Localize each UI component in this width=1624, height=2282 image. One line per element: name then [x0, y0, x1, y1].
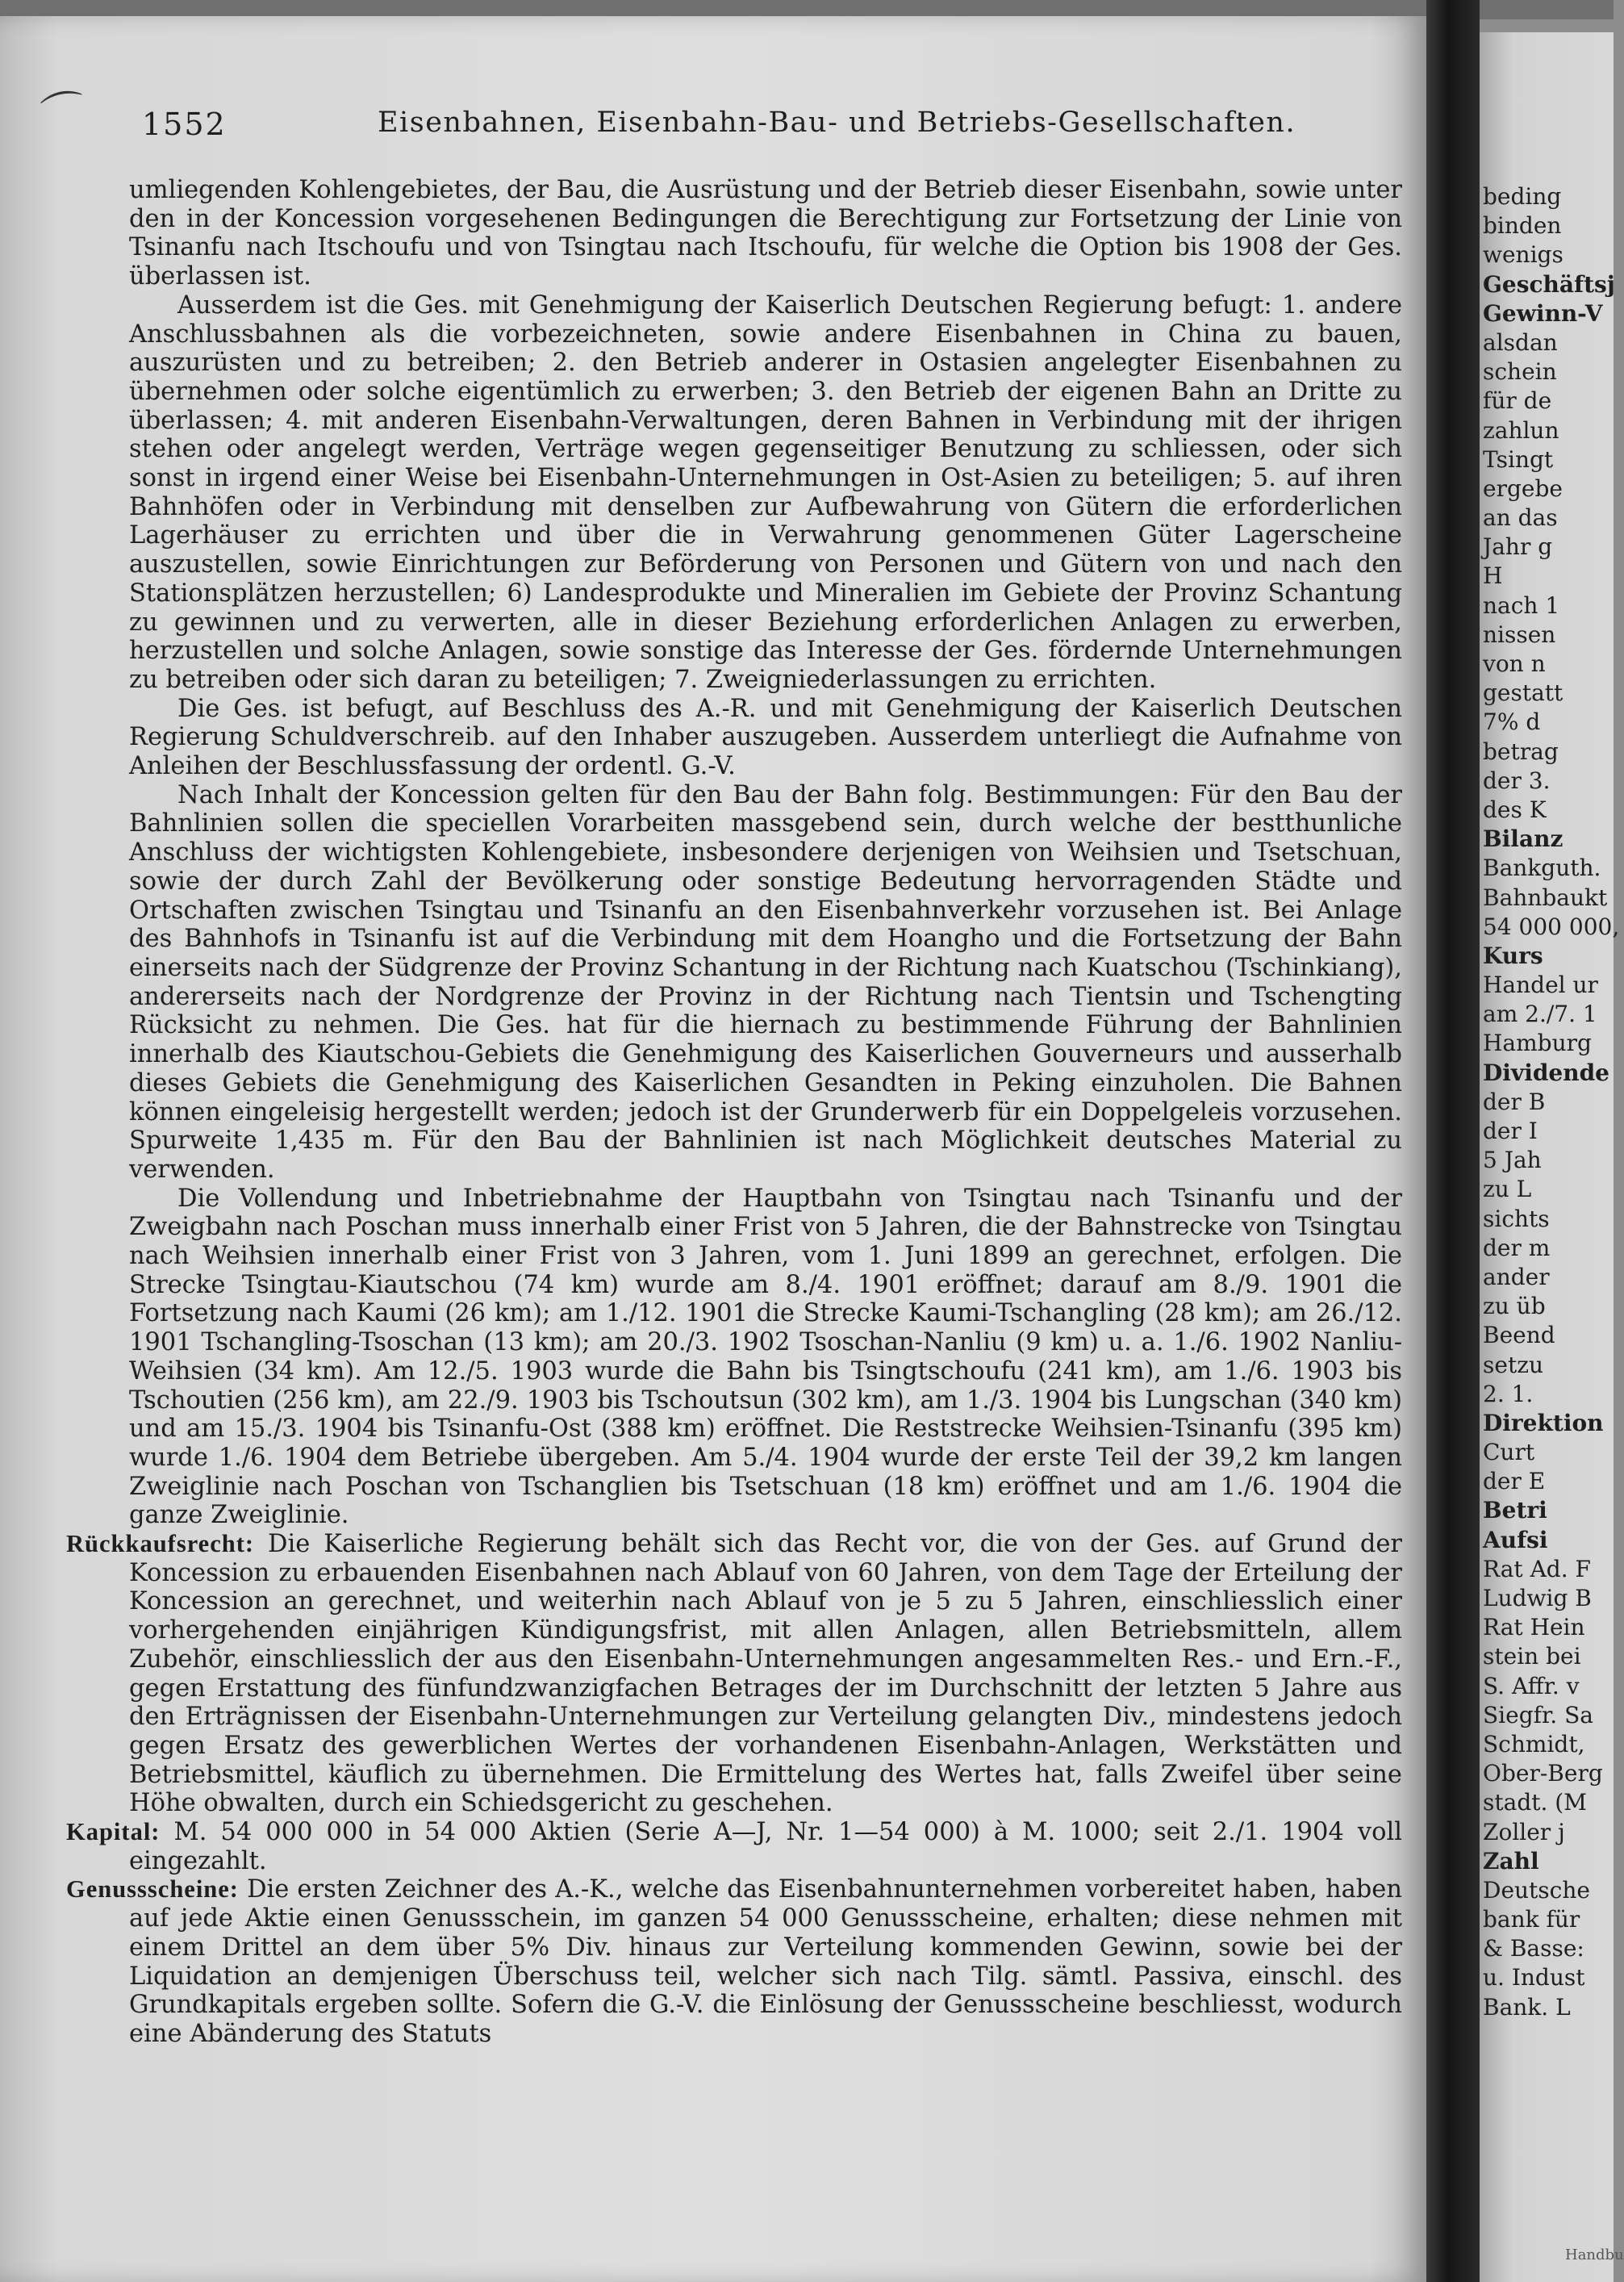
right-page-line: Kurs	[1483, 942, 1543, 969]
right-page-line: Beend	[1483, 1322, 1555, 1349]
right-page-line: bank für	[1483, 1906, 1580, 1933]
section-label: Rückkaufsrecht:	[66, 1530, 255, 1558]
pencil-mark-icon: ⌒	[37, 83, 91, 143]
right-page-line: Bank. L	[1483, 1993, 1571, 2021]
text-paragraph	[129, 176, 1402, 291]
labeled-section	[66, 1875, 1402, 2048]
right-page-line: ander	[1483, 1263, 1550, 1290]
section-label: Kapital:	[66, 1818, 161, 1846]
right-page-line: Bahnbaukt	[1483, 884, 1608, 911]
right-page-line: der 3.	[1483, 767, 1551, 794]
right-page-line: Schmidt,	[1483, 1730, 1585, 1757]
right-page-line: Siegfr. Sa	[1483, 1701, 1593, 1728]
right-page-footer: Handbu	[1565, 2246, 1624, 2263]
right-page-line: Gewinn-V	[1483, 299, 1603, 327]
paragraph-text: M. 54 000 000 in 54 000 Aktien (Serie A—J, Nr. 1—54 000) à M. 1000; seit 2./1. 1904 voll eingezahlt.	[129, 1818, 1402, 1875]
right-page-line: schein	[1483, 358, 1557, 386]
right-page-line: am 2./7. 1	[1483, 1001, 1597, 1028]
right-page-line: zu üb	[1483, 1293, 1546, 1320]
paragraph-text: Die Vollendung und Inbetriebnahme der Hauptbahn von Tsingtau nach Tsinanfu und der Zweigbahn nach Poschan muss innerhalb einer Frist von 5 Jahren, die der Bahnstrecke von Tsingtau nach Weihsien innerhalb einer Frist von 3 Jahren, vom 1. Juni 1899 an gerechnet, erfolgen. Die Strecke Tsingtau-Kiautschou (74 km) wurde am 8./4. 1901 eröffnet; darauf am 8./9. 1901 die Fortsetzung nach Kaumi (26 km); am 1./12. 1901 die Strecke Kaumi-Tschangling (28 km); am 26./12. 1901 Tschangling-Tsoschan (13 km); am 20./3. 1902 Tsoschan-Nanliu (9 km) u. a. 1./6. 1902 Nanliu-Weihsien (34 km). Am 12./5. 1903 wurde die Bahn bis Tsingtschoufu (241 km), am 1./6. 1903 bis Tschoutien (256 km), am 22./9. 1903 bis Tschoutsun (302 km), am 1./3. 1904 bis Lungschan (340 km) und am 15./3. 1904 bis Tsinanfu-Ost (388 km) eröffnet. Die Reststrecke Weihsien-Tsinanfu (395 km) wurde 1./6. 1904 dem Betriebe übergeben. Am 5./4. 1904 wurde der erste Teil der 39,2 km langen Zweiglinie nach Poschan von Tschanglien bis Tsetschuan (18 km) eröffnet und am 1./6. 1904 die ganze Zweiglinie.	[129, 1184, 1402, 1530]
right-page-line: Hamburg	[1483, 1030, 1592, 1057]
right-page-fragment	[1480, 32, 1624, 2282]
right-page-line: Jahr g	[1483, 533, 1553, 561]
right-page-line: setzu	[1483, 1351, 1543, 1378]
right-page-line: Handel ur	[1483, 972, 1598, 999]
right-page-line: 7% d	[1483, 708, 1541, 736]
right-page-line: Betri	[1483, 1497, 1547, 1524]
right-page-line: gestatt	[1483, 679, 1563, 707]
section-label: Genussscheine:	[66, 1875, 239, 1904]
right-page-line: Zahl	[1483, 1847, 1539, 1875]
right-page-line: 2. 1.	[1483, 1380, 1534, 1407]
right-page-line: nach 1	[1483, 591, 1560, 619]
main-text-column	[66, 176, 1402, 2049]
paragraph-text: Nach Inhalt der Koncession gelten für den Bau der Bahn folg. Bestimmungen: Für den Bau der Bahnlinien sollen die speciellen Vorarbeiten massgebend sein, durch welche der bestthunliche Anschluss der wichtigsten Kohlengebiete, insbesondere derjenigen von Weihsien und Tsetschuan, sowie der durch Zahl der Bevölkerung oder sonstige Bedeutung hervorragenden Städte und Ortschaften zwischen Tsingtau und Tsinanfu an den Eisenbahnverkehr vorzusehen ist. Bei Anlage des Bahnhofs in Tsinanfu ist auf die Verbindung mit dem Hoangho und die Fortsetzung der Bahn einerseits nach der Südgrenze der Provinz Schantung in der Richtung nach Kuatschou (Tschinkiang), andererseits nach der Nordgrenze der Provinz in der Richtung nach Tientsin und Tschengting Rücksicht zu nehmen. Die Ges. hat für die hiernach zu bestimmende Führung der Bahnlinien innerhalb des Kiautschou-Gebiets die Genehmigung des Kaiserlichen Gouverneurs und ausserhalb dieses Gebiets die Genehmigung des Kaiserlichen Gesandten in Peking einzuholen. Die Bahnen können eingeleisig hergestellt werden; jedoch ist der Grunderwerb für ein Doppelgeleis vorzusehen. Spurweite 1,435 m. Für den Bau der Bahnlinien ist nach Möglichkeit deutsches Material zu verwenden.	[129, 780, 1402, 1184]
right-page-line: Rat Ad. F	[1483, 1555, 1591, 1582]
right-page-line: betrag	[1483, 738, 1559, 765]
right-page-line: der I	[1483, 1118, 1538, 1144]
right-page-line: 54 000 000,	[1483, 913, 1620, 940]
right-page-line: 5 Jah	[1483, 1147, 1542, 1174]
right-page-line: Curt	[1483, 1439, 1535, 1466]
right-page-line: für de	[1483, 387, 1552, 415]
book-gutter	[1426, 0, 1480, 2282]
right-page-line: stein bei	[1483, 1643, 1581, 1670]
labeled-section	[66, 1818, 1402, 1875]
right-page-line: Tsingt	[1483, 445, 1554, 473]
right-page-line: Zoller j	[1483, 1818, 1565, 1845]
right-page-line: zu L	[1483, 1176, 1532, 1203]
right-page-line: Aufsi	[1483, 1526, 1548, 1553]
paragraph-text: Die ersten Zeichner des A.-K., welche das Eisenbahnunternehmen vorbereitet haben, haben auf jede Aktie einen Genussschein, im ganzen 54 000 Genussscheine, erhalten; diese nehmen mit einem Drittel an dem über 5% Div. hinaus zur Verteilung kommenden Gewinn, sowie bei der Liquidation an demjenigen Überschuss teil, welcher sich nach Tilg. sämtl. Passiva, einschl. des Grundkapitals ergeben sollte. Sofern die G.-V. die Einlösung der Genussscheine beschliesst, wodurch eine Abänderung des Statuts	[129, 1875, 1402, 2048]
right-page-line: Bilanz	[1483, 825, 1563, 853]
right-page-line: alsdan	[1483, 328, 1558, 356]
right-page-line: sichts	[1483, 1205, 1550, 1232]
right-page-line: binden	[1483, 212, 1562, 240]
right-page-lines	[1483, 182, 1620, 2022]
right-page-line: Ober-Berg	[1483, 1760, 1603, 1787]
right-page-line: Ludwig B	[1483, 1585, 1592, 1611]
right-page-line: von n	[1483, 650, 1546, 677]
right-page-line: H	[1483, 562, 1503, 590]
right-page-line: wenigs	[1483, 241, 1563, 269]
right-page-line: S. Affr. v	[1483, 1672, 1580, 1699]
page-number: 1552	[142, 107, 227, 142]
right-page-line: nissen	[1483, 621, 1556, 648]
right-page-line: der m	[1483, 1234, 1551, 1261]
right-page-line: der B	[1483, 1088, 1546, 1115]
right-page-line: u. Indust	[1483, 1964, 1585, 1992]
paragraph-text: umliegenden Kohlengebietes, der Bau, die Ausrüstung und der Betrieb dieser Eisenbahn, sowie unter den in der Koncession vorgesehenen Bedingungen die Berechtigung zur Fortsetzung der Linie von Tsinanfu nach Itschoufu und von Tsingtau nach Itschoufu, für welche die Option bis 1908 der Ges. überlassen ist.	[129, 176, 1402, 291]
right-page-line: Dividende	[1483, 1059, 1609, 1086]
right-page-line: zahlun	[1483, 416, 1559, 444]
paragraph-text: Die Ges. ist befugt, auf Beschluss des A.-R. und mit Genehmigung der Kaiserlich Deutschen Regierung Schuldverschreib. auf den Inhaber auszugeben. Ausserdem unterliegt die Aufnahme von Anleihen der Beschlussfassung der ordentl. G.-V.	[129, 694, 1402, 781]
labeled-section	[66, 1530, 1402, 1818]
right-page-line: Geschäftsj	[1483, 270, 1615, 298]
text-paragraph	[129, 291, 1402, 695]
right-page-line: Deutsche	[1483, 1876, 1590, 1904]
right-page-line: Bankguth.	[1483, 855, 1601, 882]
text-paragraph	[129, 781, 1402, 1185]
right-page-line: an das	[1483, 504, 1558, 532]
text-paragraph	[129, 1185, 1402, 1530]
right-page-line: Direktion	[1483, 1409, 1604, 1436]
running-title: Eisenbahnen, Eisenbahn-Bau- und Betriebs-Gesellschaften.	[378, 107, 1296, 139]
right-page-line: stadt. (M	[1483, 1789, 1587, 1816]
right-page-line: beding	[1483, 183, 1562, 210]
right-page-line: ergebe	[1483, 474, 1563, 502]
right-page-line: der E	[1483, 1468, 1546, 1495]
text-paragraph	[129, 695, 1402, 781]
right-page-line: des K	[1483, 796, 1547, 823]
paragraph-text: Ausserdem ist die Ges. mit Genehmigung der Kaiserlich Deutschen Regierung befugt: 1. andere Anschlussbahnen als die vorbezeichneten, sowie andere Eisenbahnen in China zu bauen, auszurüsten und zu betreiben; 2. den Betrieb anderer in Ostasien angelegter Eisenbahnen zu übernehmen oder solche eigentümlich zu erwerben; 3. den Betrieb der eigenen Bahn an Dritte zu überlassen; 4. mit anderen Eisenbahn-Verwaltungen, deren Bahnen in Verbindung mit der ihrigen stehen oder angelegt werden, Verträge wegen gegenseitiger Benutzung zu schliessen, oder sich sonst in irgend einer Weise bei Eisenbahn-Unternehmungen in Ost-Asien zu beteiligen; 5. auf ihren Bahnhöfen oder in Verbindung mit denselben zur Aufbewahrung von Gütern die erforderlichen Lagerhäuser zu errichten und über die in Verwahrung genommenen Güter Lagerscheine auszustellen, sowie Einrichtungen zur Beförderung von Personen und Gütern von und nach den Stationsplätzen herzustellen; 6) Landesprodukte und Mineralien im Gebiete der Provinz Schantung zu gewinnen und zu verwerten, alle in dieser Beziehung erforderlichen Anlagen zu erwerben, herzustellen und solche Anlagen, sowie sonstige das Interesse der Ges. fördernde Unternehmungen zu betreiben oder sich daran zu beteiligen; 7. Zweigniederlassungen zu errichten.	[129, 290, 1402, 694]
left-page	[0, 16, 1426, 2282]
paragraph-text: Die Kaiserliche Regierung behält sich das Recht vor, die von der Ges. auf Grund der Koncession zu erbauenden Eisenbahnen nach Ablauf von 60 Jahren, von dem Tage der Erteilung der Koncession an gerechnet, und weiterhin nach Ablauf von je 5 zu 5 Jahren, einschliesslich einer vorhergehenden einjährigen Kündigungsfrist, mit allen Anlagen, allen Betriebsmitteln, allem Zubehör, einschliesslich der aus den Eisenbahn-Unternehmungen angesammelten Res.- und Ern.-F., gegen Erstattung des fünfundzwanzigfachen Betrages der im Durchschnitt der letzten 5 Jahre aus den Erträgnissen der Eisenbahn-Unternehmungen zur Verteilung gelangten Div., mindestens jedoch gegen Ersatz des gewerblichen Wertes der vorhandenen Eisenbahn-Anlagen, Werkstätten und Betriebsmittel, käuflich zu übernehmen. Die Ermittelung des Wertes hat, falls Zweifel über seine Höhe obwalten, durch ein Schiedsgericht zu geschehen.	[129, 1530, 1402, 1818]
right-page-line: & Basse:	[1483, 1935, 1584, 1962]
right-page-line: Rat Hein	[1483, 1614, 1585, 1641]
